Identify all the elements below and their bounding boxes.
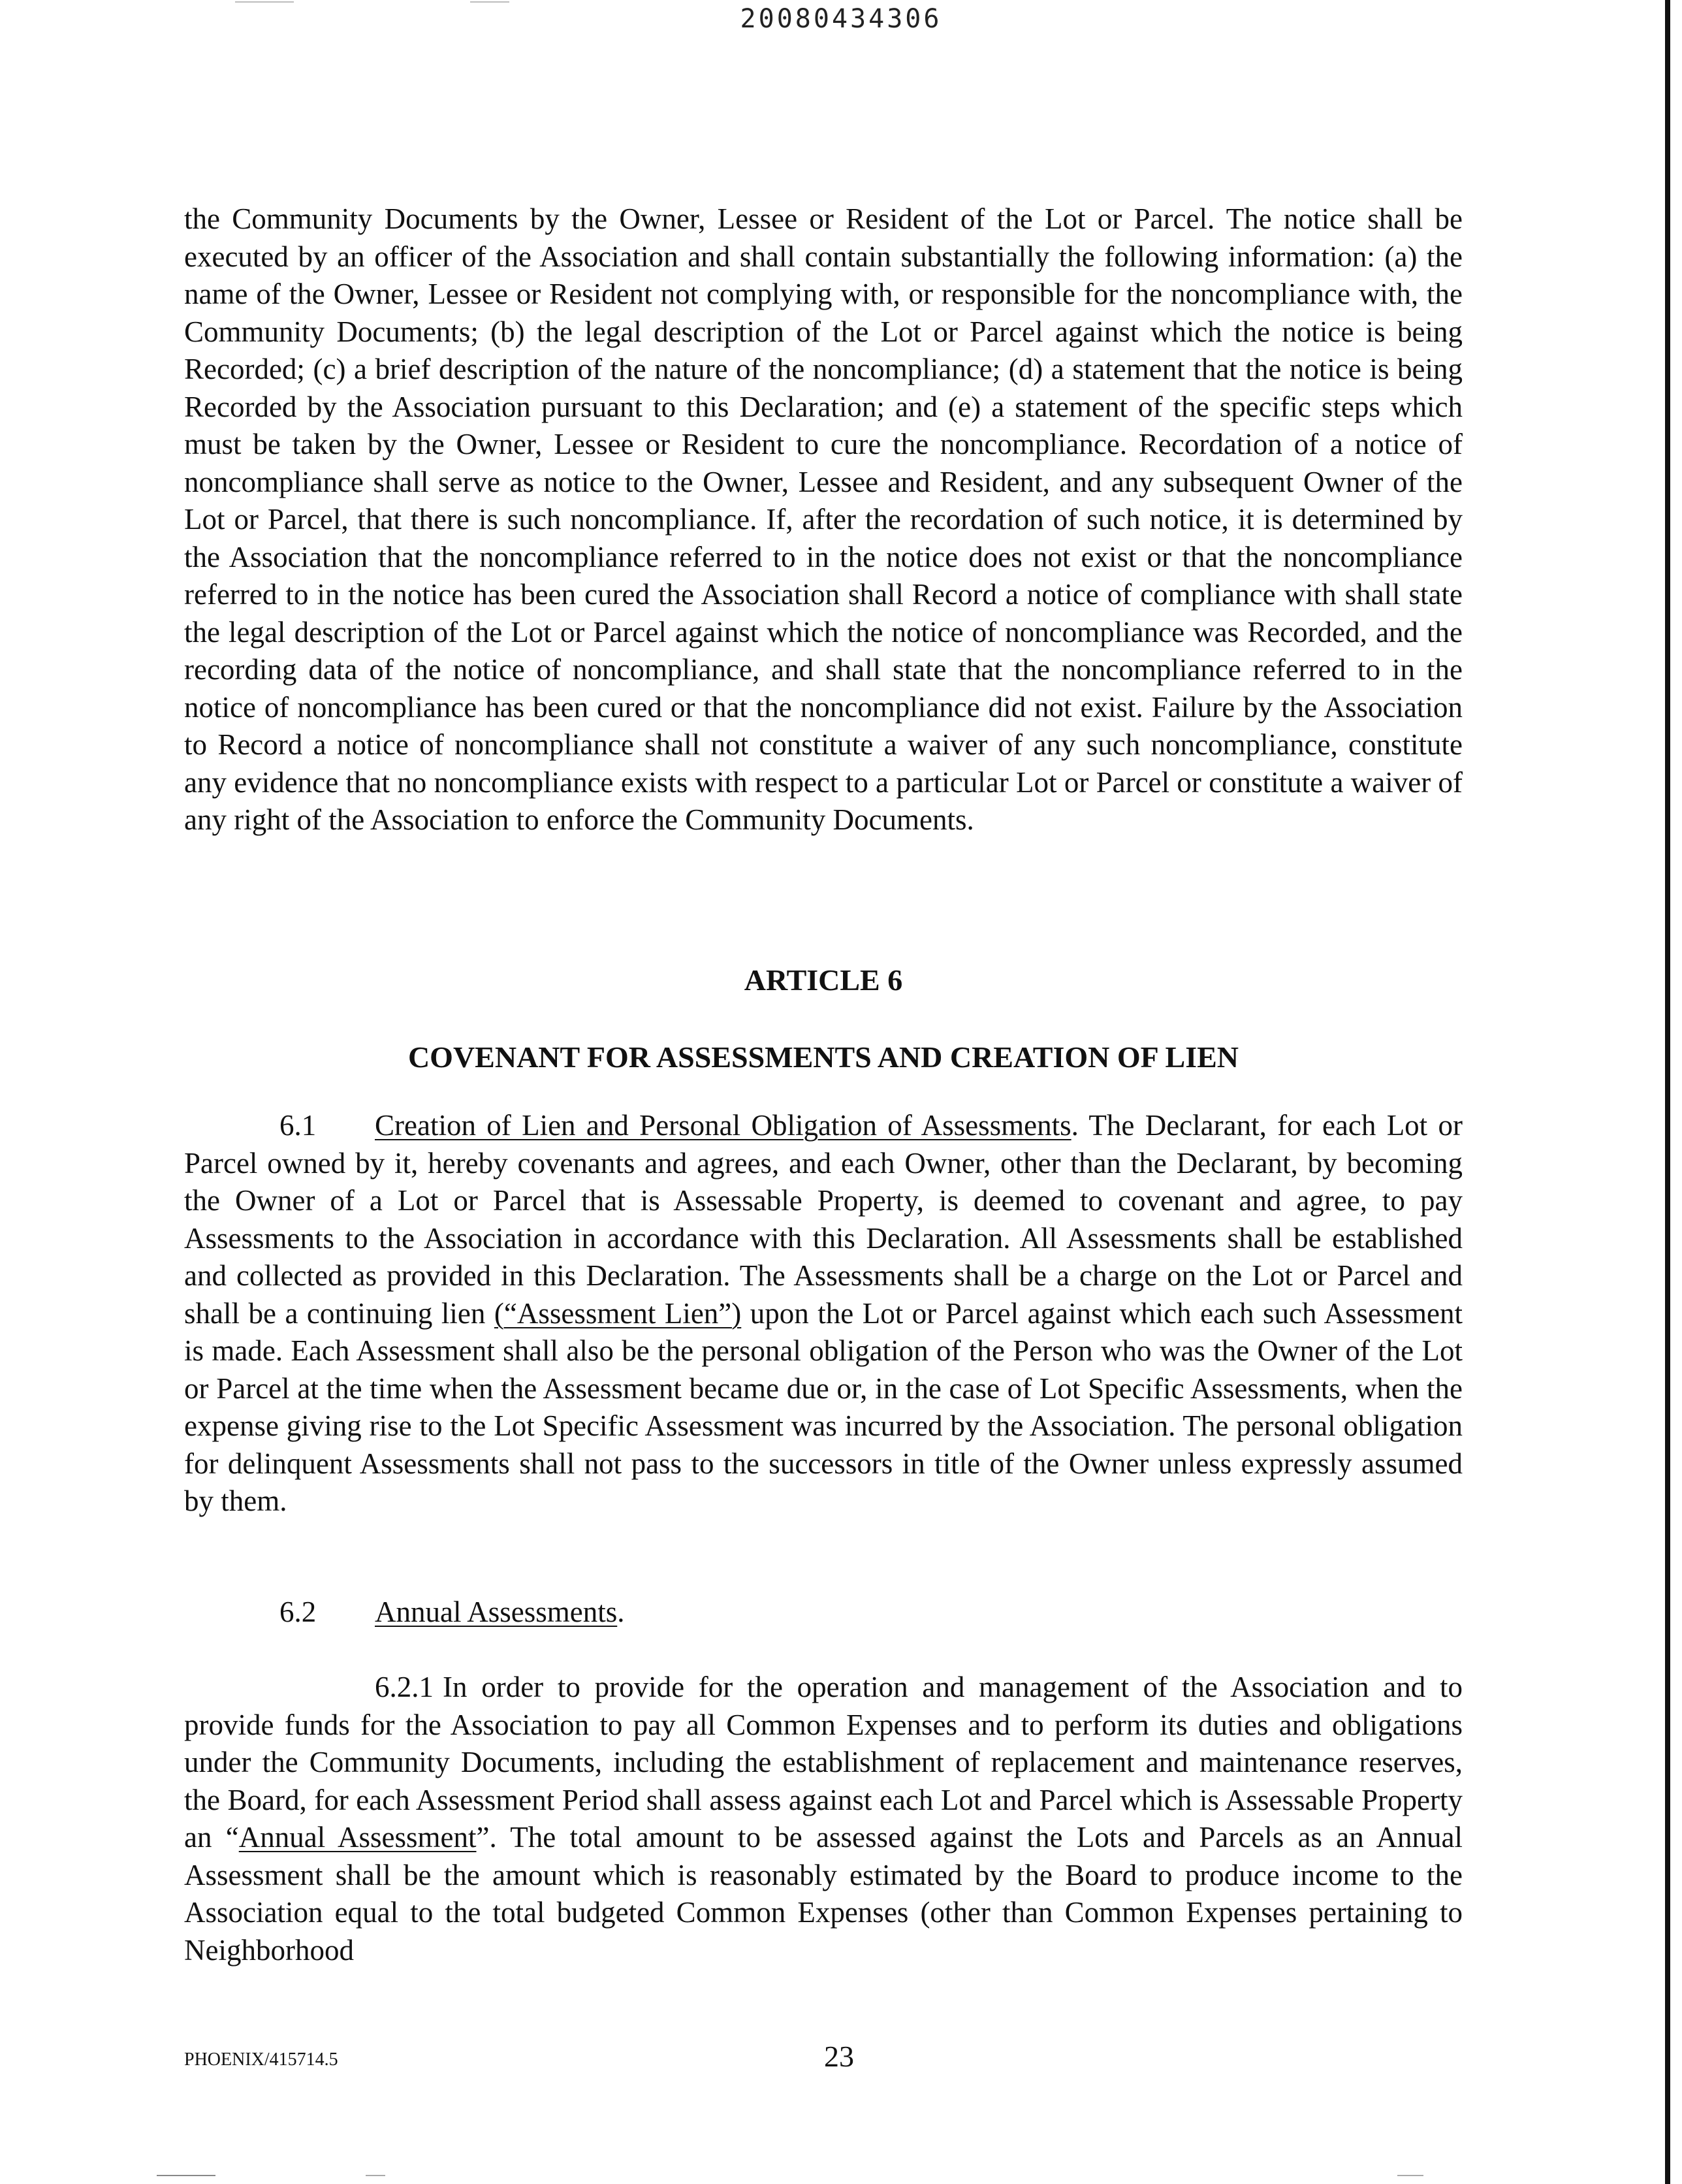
scan-page-edge [1665,0,1670,2184]
section-6-2-heading: Annual Assessments [375,1596,618,1628]
section-6-2-paragraph [184,1594,1463,1631]
scan-artifact-bottom-right [1397,2175,1423,2176]
continued-paragraph-text: the Community Documents by the Owner, Lessee or Resident of the Lot or Parcel. The notice shall be executed by an officer of the Association and shall contain substantially the following information: (a) the name of the Owner, Lessee or Resident not complying with, or responsible for the noncompliance with, the Community Documents; (b) the legal description of the Lot or Parcel against which the notice is being Recorded; (c) a brief description of the nature of the noncompliance; (d) a statement that the notice is being Recorded by the Association pursuant to this Declaration; and (e) a statement of the specific steps which must be taken by the Owner, Lessee or Resident to cure the noncompliance. Recordation of a notice of noncompliance shall serve as notice to the Owner, Lessee and Resident, and any subsequent Owner of the Lot or Parcel, that there is such noncompliance. If, after the recordation of such notice, it is determined by the Association that the noncompliance referred to in the notice does not exist or that the noncompliance referred to in the notice has been cured the Association shall Record a notice of compliance with shall state the legal description of the Lot or Parcel against which the notice of noncompliance was Recorded, and the recording data of the notice of noncompliance, and shall state that the noncompliance referred to in the notice of noncompliance has been cured or that the noncompliance did not exist. Failure by the Association to Record a notice of noncompliance shall not constitute a waiver of any such noncompliance, constitute any evidence that no noncompliance exists with respect to a particular Lot or Parcel or constitute a waiver of any right of the Association to enforce the Community Documents. [184,202,1463,836]
scan-artifact-top-left [235,1,294,3]
scan-artifact-bottom-left [157,2175,215,2176]
section-6-2 [184,1594,1463,1631]
article-title: COVENANT FOR ASSESSMENTS AND CREATION OF LIEN [407,1040,1239,1074]
section-6-1-defined-term: (“Assessment Lien”) [494,1296,742,1330]
section-6-1-heading-end: . [1071,1109,1079,1142]
scan-artifact-bottom-mid [366,2175,385,2176]
section-6-2-1-number: 6.2.1 [375,1671,434,1703]
section-6-2-1-paragraph [184,1669,1463,1969]
section-6-1-number: 6.1 [279,1109,317,1142]
section-6-1-text-b: upon the Lot or Parcel against which each such Assessment is made. Each Assessment shall also be the personal obligation of the Person who was the Owner of the Lot or Parcel at the time when the Assessment became due or, in the case of Lot Specific Assessments, when the expense giving rise to the Lot Specific Assessment was incurred by the Association. The personal obligation for delinquent Assessments shall not pass to the successors in title of the Owner unless expressly assumed by them. [184,1296,1463,1517]
section-6-1-text-a: The Declarant, for each Lot or Parcel owned by it, hereby covenants and agrees, and each Owner, other than the Declarant, by becoming the Owner of a Lot or Parcel that is Assessable Property, is deemed to covenant and agree, to pay Assessments to the Association in accordance with this Declaration. All Assessments shall be established and collected as provided in this Declaration. The Assessments shall be a charge on the Lot or Parcel and shall be a continuing lien [184,1109,1463,1330]
continued-paragraph [184,201,1463,839]
scan-artifact-top-mid [470,1,509,3]
section-6-2-heading-end: . [617,1596,625,1628]
section-6-1-paragraph [184,1107,1463,1520]
article-number: ARTICLE 6 [744,963,903,997]
document-number: 20080434306 [740,4,942,34]
footer-document-id: PHOENIX/415714.5 [184,2049,338,2070]
section-6-1-heading: Creation of Lien and Personal Obligation of Assessments [375,1109,1071,1142]
section-6-2-1-text-a: In order to provide for the operation and management of the Association and to provide funds for the Association to pay all Common Expenses and to perform its duties and obligations under the Community Documents, including the establishment of replacement and maintenance reserves, the Board, for each Assessment Period shall assess against each Lot and Parcel which is Assessable Property an “ [184,1671,1463,1854]
section-6-2-1-defined-term: Annual Assessment [238,1821,477,1854]
footer-page-number: 23 [824,2040,854,2073]
section-6-2-number: 6.2 [279,1596,317,1628]
section-6-2-1-text-b: ”. The total amount to be assessed against the Lots and Parcels as an Annual Assessment shall be the amount which is reasonably estimated by the Board to produce income to the Association equal to the total budgeted Common Expenses (other than Common Expenses pertaining to Neighborhood [184,1821,1463,1967]
section-6-1 [184,1107,1463,1520]
section-6-2-1 [184,1669,1463,1969]
